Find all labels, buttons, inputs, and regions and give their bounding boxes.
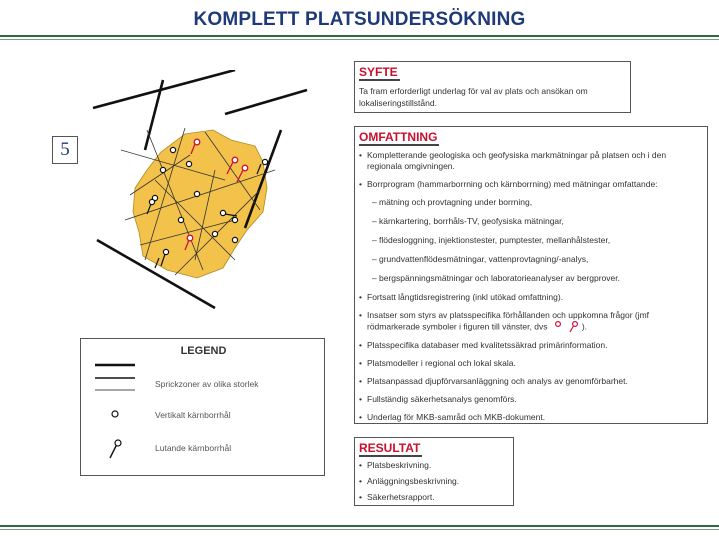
scope-subitem: – grundvattenflödesmätningar, vattenprovtagning/-analys, xyxy=(359,254,703,265)
legend-label-inclined: Lutande kärnborrhål xyxy=(155,443,232,453)
top-rule xyxy=(0,35,719,37)
legend-label-fracture: Sprickzoner av olika storlek xyxy=(155,379,259,389)
highlighted-borehole xyxy=(232,157,238,163)
scope-item: • Borrprogram (hammarborrning och kärnborrning) med mätningar omfattande: xyxy=(359,179,703,190)
scope-subitem: – bergspänningsmätningar och laboratorieanalyser av bergprover. xyxy=(359,273,703,284)
legend-box xyxy=(80,338,325,476)
scope-item: • Platsmodeller i regional och lokal skala. xyxy=(359,358,703,369)
scope-item-text-end: ). xyxy=(581,321,588,332)
legend-label-vertical: Vertikalt kärnborrhål xyxy=(155,410,231,420)
bottom-rule-thin xyxy=(0,529,719,530)
vertical-borehole xyxy=(178,217,183,222)
scope-item: • Fullständig säkerhetsanalys genomförs. xyxy=(359,394,703,405)
vertical-borehole xyxy=(186,161,191,166)
vertical-borehole xyxy=(262,159,267,164)
highlighted-borehole xyxy=(242,165,248,171)
fracture-zone-thick xyxy=(93,70,235,108)
vertical-borehole xyxy=(160,167,165,172)
red-borehole-symbols-icon xyxy=(550,321,582,333)
scope-item xyxy=(359,310,703,333)
purpose-heading: SYFTE xyxy=(359,65,398,79)
scope-subitem: – mätning och provtagning under borrning, xyxy=(359,197,703,208)
inclined-borehole-icon xyxy=(105,438,125,460)
scope-list xyxy=(355,150,707,423)
fracture-zone-thick xyxy=(225,90,307,114)
site-diagram xyxy=(85,70,345,320)
inclined-borehole xyxy=(163,249,168,254)
legend-title: LEGEND xyxy=(180,345,227,357)
scope-subitem: – kärnkartering, borrhåls-TV, geofysiska mätningar, xyxy=(359,216,703,227)
scope-item: • Platsanpassad djupförvarsanläggning och analys av genomförbarhet. xyxy=(359,376,703,387)
vertical-borehole xyxy=(194,191,199,196)
vertical-borehole-icon xyxy=(109,408,121,420)
result-item: • Säkerhetsrapport. xyxy=(359,492,509,503)
highlighted-borehole xyxy=(194,139,200,145)
bottom-rule xyxy=(0,525,719,527)
purpose-box xyxy=(354,61,631,113)
top-rule-thin xyxy=(0,39,719,40)
scope-item: • Platsspecifika databaser med kvalitetssäkrad primärinformation. xyxy=(359,340,703,351)
scope-item: • Kompletterande geologiska och geofysiska markmätningar på platsen och i den regionala omgivningen. xyxy=(359,150,703,172)
scope-box xyxy=(354,126,708,424)
vertical-borehole xyxy=(232,217,237,222)
vertical-borehole xyxy=(170,147,175,152)
scope-subitem: – flödesloggning, injektionstester, pumptester, mellanhålstester, xyxy=(359,235,703,246)
highlighted-borehole xyxy=(187,235,193,241)
page-title: KOMPLETT PLATSUNDERSÖKNING xyxy=(193,9,526,30)
purpose-text: Ta fram erforderligt underlag för val av plats och ansökan om lokaliseringstillstånd. xyxy=(359,86,588,108)
vertical-borehole xyxy=(212,231,217,236)
scope-item-text: Insatser som styrs av platsspecifika förhållanden och uppkomna frågor (jmf rödmarkerade symboler i figuren till vänster, dvs xyxy=(367,310,650,332)
result-heading: RESULTAT xyxy=(359,441,421,455)
fracture-zones-icon xyxy=(95,361,135,395)
result-list xyxy=(355,460,513,503)
scope-item: • Fortsatt långtidsregistrering (inkl utökad omfattning). xyxy=(359,292,703,303)
scope-item: • Underlag för MKB-samråd och MKB-dokument. xyxy=(359,412,703,423)
slide-number: 5 xyxy=(52,136,78,164)
vertical-borehole xyxy=(232,237,237,242)
inclined-borehole xyxy=(149,199,154,204)
result-item: • Platsbeskrivning. xyxy=(359,460,509,471)
result-item: • Anläggningsbeskrivning. xyxy=(359,476,509,487)
inclined-borehole xyxy=(220,210,225,215)
result-box xyxy=(354,437,514,506)
scope-heading: OMFATTNING xyxy=(359,130,438,144)
